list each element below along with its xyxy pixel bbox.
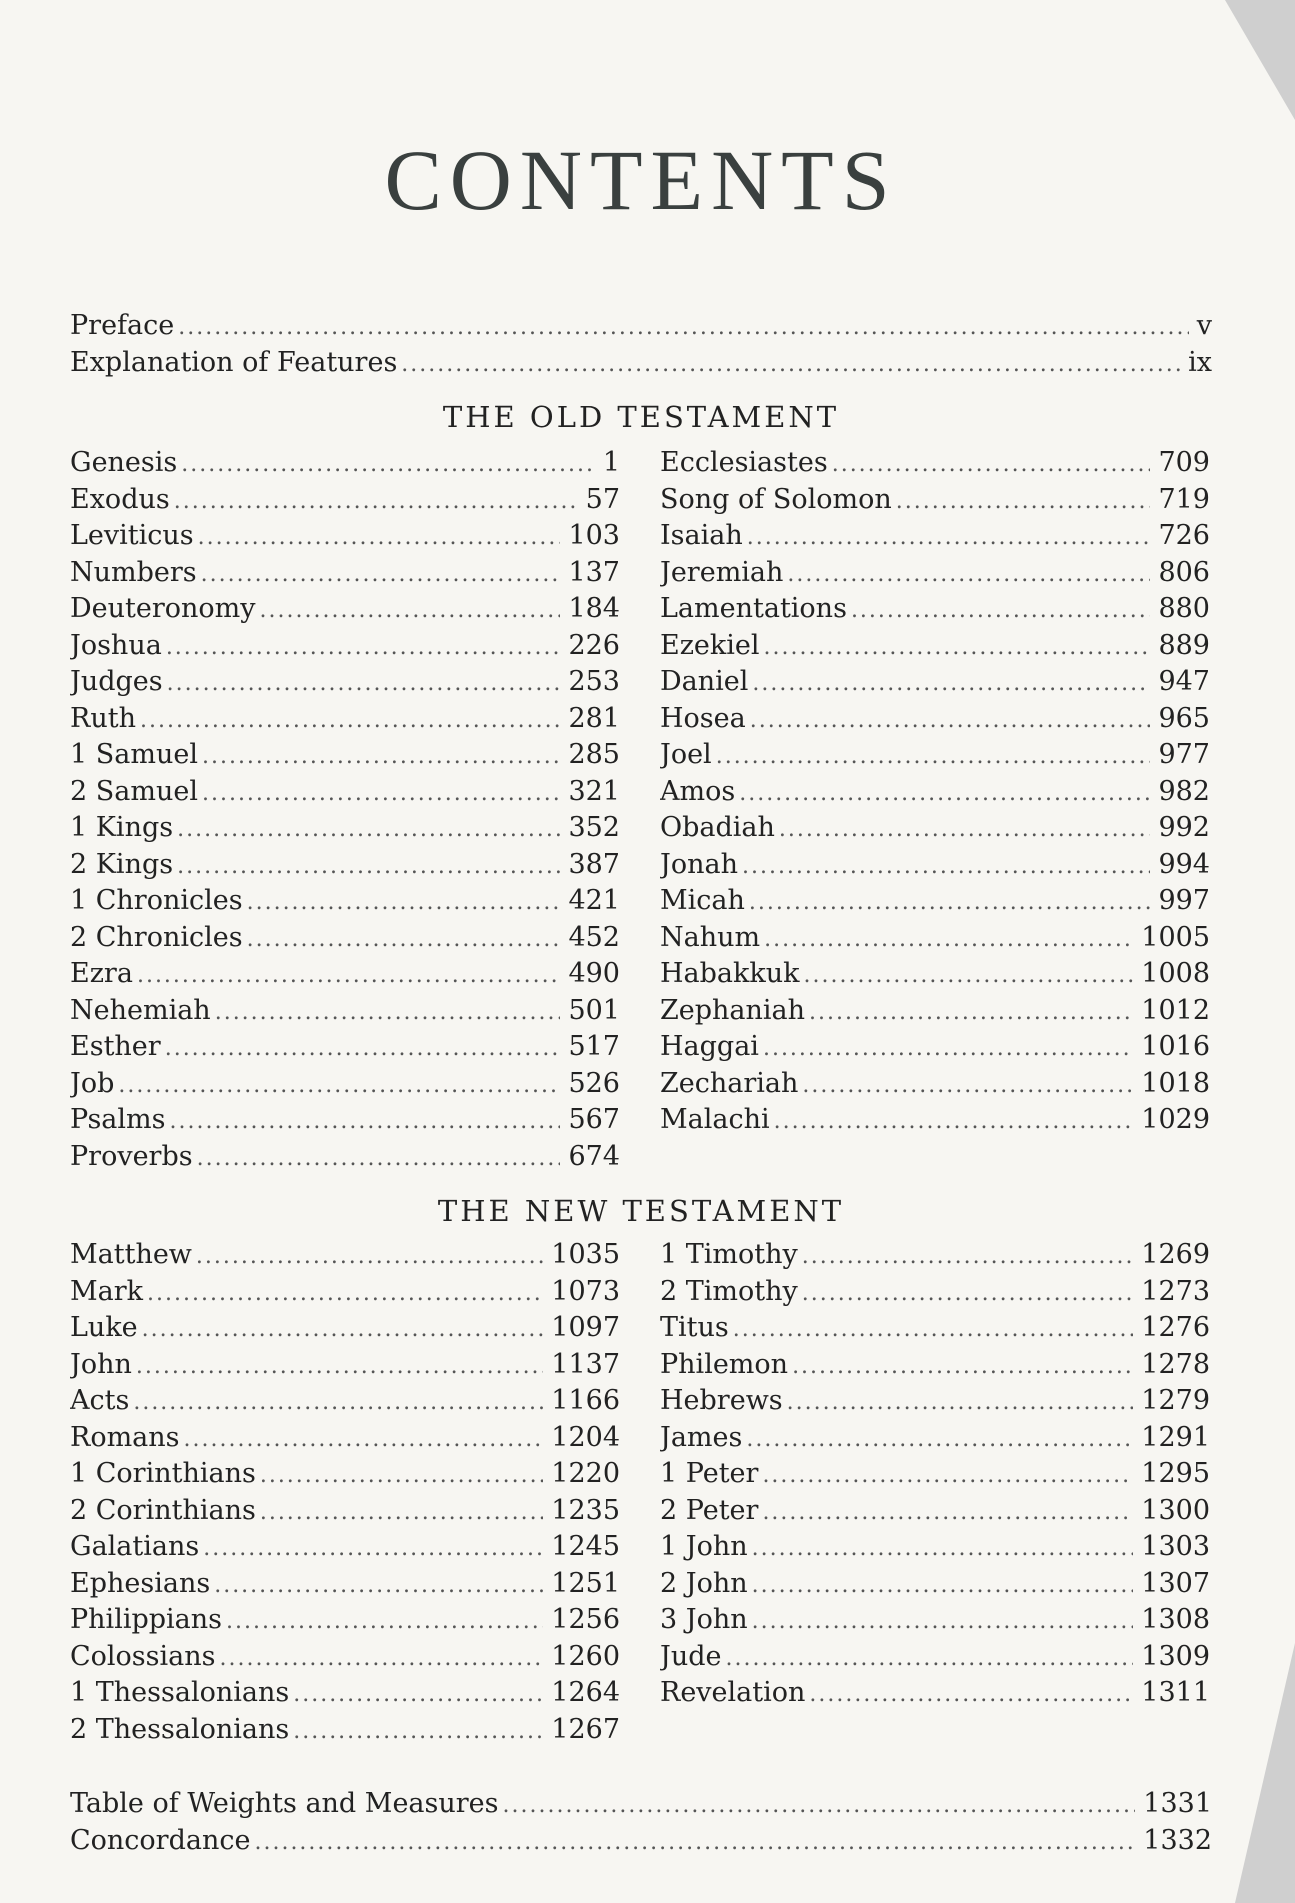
toc-entry-page: 1012 [1141,994,1210,1026]
toc-entry [70,883,620,920]
dot-leader [802,1276,1134,1311]
toc-entry-label: Philippians [70,1604,223,1635]
toc-entry [70,1786,1212,1823]
toc-entry-page: 567 [568,1104,620,1135]
dot-leader [725,1641,1133,1676]
toc-entry-page: 517 [568,1031,620,1062]
toc-entry-label: Hosea [660,702,746,734]
dot-leader [167,666,561,701]
dot-leader [247,885,561,920]
toc-entry-label: 1 Timothy [660,1239,798,1270]
toc-entry-page: 281 [568,702,620,734]
toc-entry-label: Matthew [70,1239,192,1270]
dot-leader [787,1385,1134,1420]
toc-entry [660,1639,1210,1676]
toc-entry-page: 1267 [551,1713,620,1745]
toc-entry [70,1274,620,1311]
toc-entry-label: Nahum [660,921,761,953]
toc-entry-label: Hebrews [660,1385,783,1416]
dot-leader [742,849,1150,884]
toc-entry-page: 352 [568,812,620,843]
dot-leader [220,1641,544,1676]
toc-entry [70,1310,620,1347]
new-testament-heading: THE NEW TESTAMENT [437,1194,845,1228]
toc-entry [660,1347,1210,1384]
toc-entry-page: 880 [1158,593,1210,624]
toc-entry-label: Nehemiah [70,994,211,1026]
toc-entry-label: Obadiah [660,812,775,843]
dot-leader [260,1458,543,1493]
dot-leader [181,447,595,482]
toc-entry-label: 2 John [660,1567,748,1599]
toc-entry-page: 982 [1158,775,1210,807]
toc-entry-label: Jonah [660,848,738,880]
toc-entry [660,1383,1210,1420]
old-testament-left-column [70,445,620,1175]
toc-entry-label: Revelation [660,1677,806,1708]
toc-entry-page: 1166 [551,1385,620,1416]
dot-leader [177,812,560,847]
toc-entry [70,1823,1212,1860]
toc-entry [70,1456,620,1493]
toc-entry-page: 947 [1158,666,1210,697]
dot-leader [747,520,1151,555]
toc-entry [660,1493,1210,1530]
toc-entry [660,1237,1210,1274]
toc-entry [70,1102,620,1139]
dot-leader [762,1458,1133,1493]
toc-entry-label: Ezekiel [660,629,760,661]
toc-entry-label: Song of Solomon [660,483,892,515]
toc-entry-page: 526 [568,1067,620,1099]
toc-entry-page: 1295 [1141,1458,1210,1489]
toc-entry-page: 137 [568,556,620,588]
toc-entry-label: Mark [70,1275,144,1307]
toc-entry-label: 1 Samuel [70,739,198,770]
dot-leader [178,310,1188,345]
toc-entry [660,1529,1210,1566]
toc-entry-label: Genesis [70,447,178,478]
dot-leader [804,958,1134,993]
toc-entry [70,701,620,738]
toc-entry-label: Concordance [70,1824,251,1856]
toc-entry [660,1675,1210,1712]
front-matter-list [70,308,1212,381]
toc-entry-label: Preface [70,310,175,341]
toc-entry-page: 1260 [551,1640,620,1672]
toc-entry-page: 674 [568,1140,620,1172]
dot-leader [203,1531,543,1566]
toc-entry-label: Jude [660,1640,722,1672]
toc-entry [70,1420,620,1457]
toc-entry-label: Leviticus [70,520,194,551]
toc-entry-label: Ezra [70,958,133,989]
toc-entry-label: James [660,1421,743,1453]
dot-leader [260,593,561,628]
toc-entry-page: 719 [1158,483,1210,515]
dot-leader [787,557,1150,592]
dot-leader [137,958,561,993]
toc-entry-label: Ecclesiastes [660,447,828,478]
toc-entry [70,345,1212,382]
page-title: CONTENTS [384,132,898,228]
old-testament-right-column [660,445,1210,1139]
toc-entry-label: Habakkuk [660,958,800,989]
toc-entry-label: Colossians [70,1640,216,1672]
toc-entry [70,1066,620,1103]
toc-entry-label: Micah [660,885,745,916]
toc-entry-label: Lamentations [660,593,847,624]
toc-entry [660,628,1210,665]
toc-entry-page: 977 [1158,739,1210,770]
toc-entry-page: 1035 [551,1239,620,1270]
dot-leader [140,703,560,738]
toc-entry-label: John [70,1348,132,1380]
toc-entry-page: v [1196,310,1212,341]
dot-leader [226,1604,543,1639]
toc-entry-page: 1264 [551,1677,620,1708]
toc-entry [70,1029,620,1066]
toc-entry-label: Ruth [70,702,136,734]
toc-entry [660,1566,1210,1603]
dot-leader [779,812,1151,847]
toc-entry-page: 997 [1158,885,1210,916]
toc-entry-label: 1 Peter [660,1458,759,1489]
toc-entry [70,1566,620,1603]
dot-leader [802,1239,1134,1274]
toc-entry-page: 965 [1158,702,1210,734]
toc-entry-label: Romans [70,1421,180,1453]
toc-entry [70,482,620,519]
toc-entry-page: 1279 [1141,1385,1210,1416]
toc-entry-label: 2 Chronicles [70,921,243,953]
toc-entry-page: 1256 [551,1604,620,1635]
toc-entry-label: Ephesians [70,1567,211,1599]
dot-leader [247,922,561,957]
toc-entry-label: 2 Thessalonians [70,1713,290,1745]
toc-entry-page: 57 [585,483,620,515]
dot-leader [198,520,561,555]
dot-leader [752,666,1150,701]
toc-entry [70,555,620,592]
toc-entry [660,993,1210,1030]
dot-leader [809,1677,1133,1712]
toc-entry-label: Isaiah [660,520,743,551]
dot-leader [762,1495,1133,1530]
toc-entry-page: 452 [568,921,620,953]
toc-entry-label: Exodus [70,483,170,515]
toc-entry-label: Acts [70,1385,130,1416]
toc-entry-label: Esther [70,1031,161,1062]
toc-entry [660,482,1210,519]
toc-entry [660,1102,1210,1139]
toc-entry-label: Malachi [660,1104,770,1135]
toc-entry-page: 1278 [1141,1348,1210,1380]
toc-entry-page: 1245 [551,1531,620,1562]
toc-entry-page: 1291 [1141,1421,1210,1453]
toc-entry [660,1029,1210,1066]
toc-entry-label: 1 Chronicles [70,885,243,916]
toc-entry-page: 1137 [551,1348,620,1380]
toc-entry-label: Daniel [660,666,749,697]
dot-leader [165,1031,561,1066]
toc-entry-page: 1220 [551,1458,620,1489]
toc-entry-label: Explanation of Features [70,346,398,378]
toc-entry [70,1139,620,1176]
toc-entry-label: Jeremiah [660,556,784,588]
dot-leader [401,347,1180,382]
toc-entry-page: 1276 [1141,1312,1210,1343]
dot-leader [260,1495,543,1530]
toc-entry-page: 889 [1158,629,1210,661]
dot-leader [503,1788,1136,1823]
toc-entry [660,664,1210,701]
dot-leader [142,1312,544,1347]
toc-entry-page: 1300 [1141,1494,1210,1526]
toc-entry-page: 1311 [1141,1677,1210,1708]
toc-entry-label: 1 Kings [70,812,174,843]
toc-entry [70,993,620,1030]
dot-leader [749,885,1151,920]
toc-entry-label: 2 Peter [660,1494,759,1526]
toc-entry-page: 992 [1158,812,1210,843]
toc-entry-page: 1016 [1141,1031,1210,1062]
toc-entry-label: Joshua [70,629,162,661]
toc-entry-page: 1269 [1141,1239,1210,1270]
toc-entry-page: 421 [568,885,620,916]
toc-entry [70,445,620,482]
toc-entry-page: 184 [568,593,620,624]
toc-entry [660,1456,1210,1493]
new-testament-left-column [70,1237,620,1748]
toc-entry-page: 1307 [1141,1567,1210,1599]
toc-entry [70,774,620,811]
toc-entry [660,1310,1210,1347]
dot-leader [896,484,1151,519]
toc-entry [660,774,1210,811]
dot-leader [214,1568,543,1603]
toc-entry [660,1602,1210,1639]
dot-leader [764,922,1133,957]
toc-entry-page: 1251 [551,1567,620,1599]
dot-leader [716,739,1151,774]
toc-entry-page: 1331 [1143,1788,1212,1819]
toc-entry-page: 490 [568,958,620,989]
toc-entry [70,956,620,993]
dot-leader [746,1422,1133,1457]
dot-leader [118,1068,560,1103]
dot-leader [201,557,561,592]
toc-entry-page: 1097 [551,1312,620,1343]
toc-entry-label: Galatians [70,1531,200,1562]
toc-entry-page: 709 [1158,447,1210,478]
toc-entry-label: 2 Corinthians [70,1494,256,1526]
dot-leader [197,1141,561,1176]
toc-entry [70,518,620,555]
toc-entry-label: Philemon [660,1348,789,1380]
toc-entry [660,555,1210,592]
toc-entry-page: 1273 [1141,1275,1210,1307]
dot-leader [202,776,560,811]
toc-entry-page: 1204 [551,1421,620,1453]
toc-entry [70,1712,620,1749]
toc-entry-label: Numbers [70,556,197,588]
toc-entry-label: Proverbs [70,1140,193,1172]
dot-leader [752,1531,1134,1566]
toc-entry-page: 1018 [1141,1067,1210,1099]
toc-entry-page: 994 [1158,848,1210,880]
toc-entry-label: Zephaniah [660,994,806,1026]
dot-leader [802,1068,1133,1103]
toc-entry-page: 387 [568,848,620,880]
toc-entry [70,1383,620,1420]
toc-entry-page: 1008 [1141,958,1210,989]
dot-leader [196,1239,543,1274]
toc-entry-label: 1 Corinthians [70,1458,256,1489]
toc-entry [70,920,620,957]
old-testament-heading: THE OLD TESTAMENT [442,400,840,434]
toc-entry [70,308,1212,345]
toc-entry-page: 1073 [551,1275,620,1307]
toc-entry-label: Psalms [70,1104,166,1135]
toc-entry-page: ix [1188,346,1212,378]
toc-entry-page: 1308 [1141,1604,1210,1635]
toc-entry-page: 726 [1158,520,1210,551]
toc-entry [660,847,1210,884]
toc-entry-label: Table of Weights and Measures [70,1788,499,1819]
dot-leader [851,593,1151,628]
toc-entry-label: 2 Samuel [70,775,198,807]
toc-entry [660,956,1210,993]
toc-entry [660,810,1210,847]
toc-entry-page: 1332 [1143,1824,1212,1856]
toc-entry-page: 1309 [1141,1640,1210,1672]
back-matter-list [70,1786,1212,1859]
toc-entry [70,1639,620,1676]
toc-entry [70,1529,620,1566]
dot-leader [809,995,1133,1030]
toc-entry-label: Zechariah [660,1067,799,1099]
toc-entry-label: Job [70,1067,115,1099]
toc-entry-label: Joel [660,739,712,770]
dot-leader [763,1031,1133,1066]
toc-entry-page: 501 [568,994,620,1026]
dot-leader [174,484,578,519]
dot-leader [832,447,1151,482]
toc-entry-page: 806 [1158,556,1210,588]
toc-entry [660,737,1210,774]
dot-leader [764,630,1151,665]
dot-leader [215,995,561,1030]
toc-entry [660,701,1210,738]
toc-entry-label: Deuteronomy [70,593,256,624]
toc-entry [660,518,1210,555]
page-curl-top [1225,0,1295,120]
contents-page [70,0,1212,1903]
dot-leader [177,849,560,884]
dot-leader [752,1568,1134,1603]
toc-entry [70,1237,620,1274]
toc-entry [70,1602,620,1639]
toc-entry-label: 1 John [660,1531,748,1562]
toc-entry [70,628,620,665]
toc-entry-label: Judges [70,666,163,697]
toc-entry-label: Titus [660,1312,729,1343]
toc-entry-label: 3 John [660,1604,748,1635]
toc-entry [660,1274,1210,1311]
toc-entry [70,1675,620,1712]
toc-entry [660,1420,1210,1457]
toc-entry-page: 321 [568,775,620,807]
toc-entry-label: 2 Timothy [660,1275,798,1307]
dot-leader [136,1349,543,1384]
toc-entry [70,1347,620,1384]
dot-leader [733,1312,1134,1347]
toc-entry-label: Amos [660,775,736,807]
toc-entry [70,591,620,628]
toc-entry-page: 226 [568,629,620,661]
dot-leader [739,776,1150,811]
toc-entry-page: 1005 [1141,921,1210,953]
toc-entry [70,1493,620,1530]
dot-leader [184,1422,544,1457]
toc-entry-page: 1029 [1141,1104,1210,1135]
toc-entry-page: 1 [602,447,620,478]
toc-entry-label: Haggai [660,1031,759,1062]
dot-leader [147,1276,543,1311]
dot-leader [752,1604,1134,1639]
toc-entry-label: 2 Kings [70,848,174,880]
dot-leader [750,703,1151,738]
toc-entry-page: 253 [568,666,620,697]
toc-entry-page: 285 [568,739,620,770]
toc-entry-page: 103 [568,520,620,551]
dot-leader [170,1104,561,1139]
dot-leader [254,1825,1135,1860]
dot-leader [133,1385,543,1420]
dot-leader [202,739,560,774]
toc-entry [660,591,1210,628]
toc-entry [70,847,620,884]
toc-entry [660,1066,1210,1103]
dot-leader [293,1714,543,1749]
toc-entry [660,883,1210,920]
toc-entry [660,445,1210,482]
toc-entry [660,920,1210,957]
toc-entry [70,664,620,701]
toc-entry [70,810,620,847]
dot-leader [792,1349,1133,1384]
dot-leader [774,1104,1134,1139]
new-testament-right-column [660,1237,1210,1712]
page-curl-bottom [1235,1643,1295,1903]
toc-entry [70,737,620,774]
toc-entry-label: Luke [70,1312,138,1343]
toc-entry-page: 1235 [551,1494,620,1526]
toc-entry-page: 1303 [1141,1531,1210,1562]
dot-leader [166,630,561,665]
dot-leader [293,1677,543,1712]
toc-entry-label: 1 Thessalonians [70,1677,290,1708]
